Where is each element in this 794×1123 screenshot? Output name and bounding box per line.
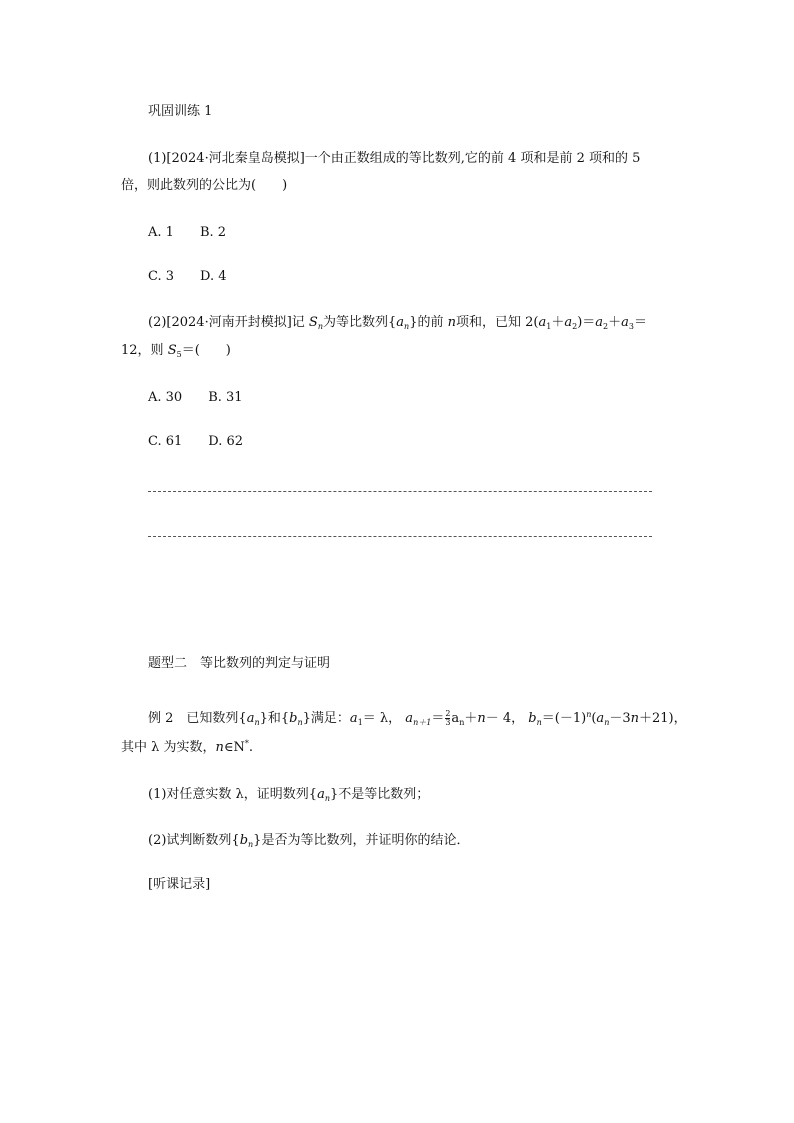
part-1-text: (1)对任意实数 λ，证明数列$\{a_n\}$不是等比数列；: [148, 787, 430, 803]
question-2-options-row-2: [148, 433, 243, 451]
option-c: C. 61: [148, 434, 183, 449]
question-1-options-row-1: [148, 224, 226, 242]
option-a: A. 1: [148, 225, 174, 240]
question-1-line-1: (1)[2024·河北秦皇岛模拟]一个由正数组成的等比数列,它的前 4 项和是前 2 项和的 5: [148, 151, 641, 166]
example-2-line-1: 例 2 已知数列$\{a_n\}$和$\{b_n\}$满足：$a_1= \lambda$， $a_{n+1}=$ $\frac{2}{3}$ $a_n+n- 4$， $b_n=(-1)^n(a_n-3n+21)$，: [148, 709, 687, 727]
example-2-line-2: 其中 λ 为实数，n∈N*.: [121, 739, 254, 755]
lecture-notes-label: [听课记录]: [148, 877, 211, 892]
section-title: 巩固训练 1: [148, 104, 213, 119]
fraction-two-thirds: $\frac{2}{3}$: [445, 709, 451, 727]
question-2-line-1: (2)[2024·河南开封模拟]记 $S_n$为等比数列$\{a_n\}$的前 n项和，已知 $2(a_1+a_2)=a_2+a_3=$: [148, 315, 648, 331]
option-d: D. 62: [208, 434, 244, 449]
question-2-options-row-1: [148, 389, 243, 407]
option-a: A. 30: [148, 390, 183, 405]
answer-dashed-line-2: [148, 536, 652, 537]
option-d: D. 4: [200, 269, 227, 284]
part-2-text: (2)试判断数列$\{b_n\}$是否为等比数列，并证明你的结论．: [148, 833, 470, 849]
option-b: B. 2: [199, 225, 227, 240]
section-heading: 题型二 等比数列的判定与证明: [148, 656, 331, 671]
question-1-options-row-2: [148, 268, 227, 286]
option-b: B. 31: [208, 390, 243, 405]
option-c: C. 3: [148, 269, 175, 284]
question-1-line-2: 倍，则此数列的公比为( ): [121, 178, 288, 193]
question-2-line-2: 12，则 $S_5=$( ): [121, 343, 231, 359]
answer-dashed-line-1: [148, 491, 652, 492]
